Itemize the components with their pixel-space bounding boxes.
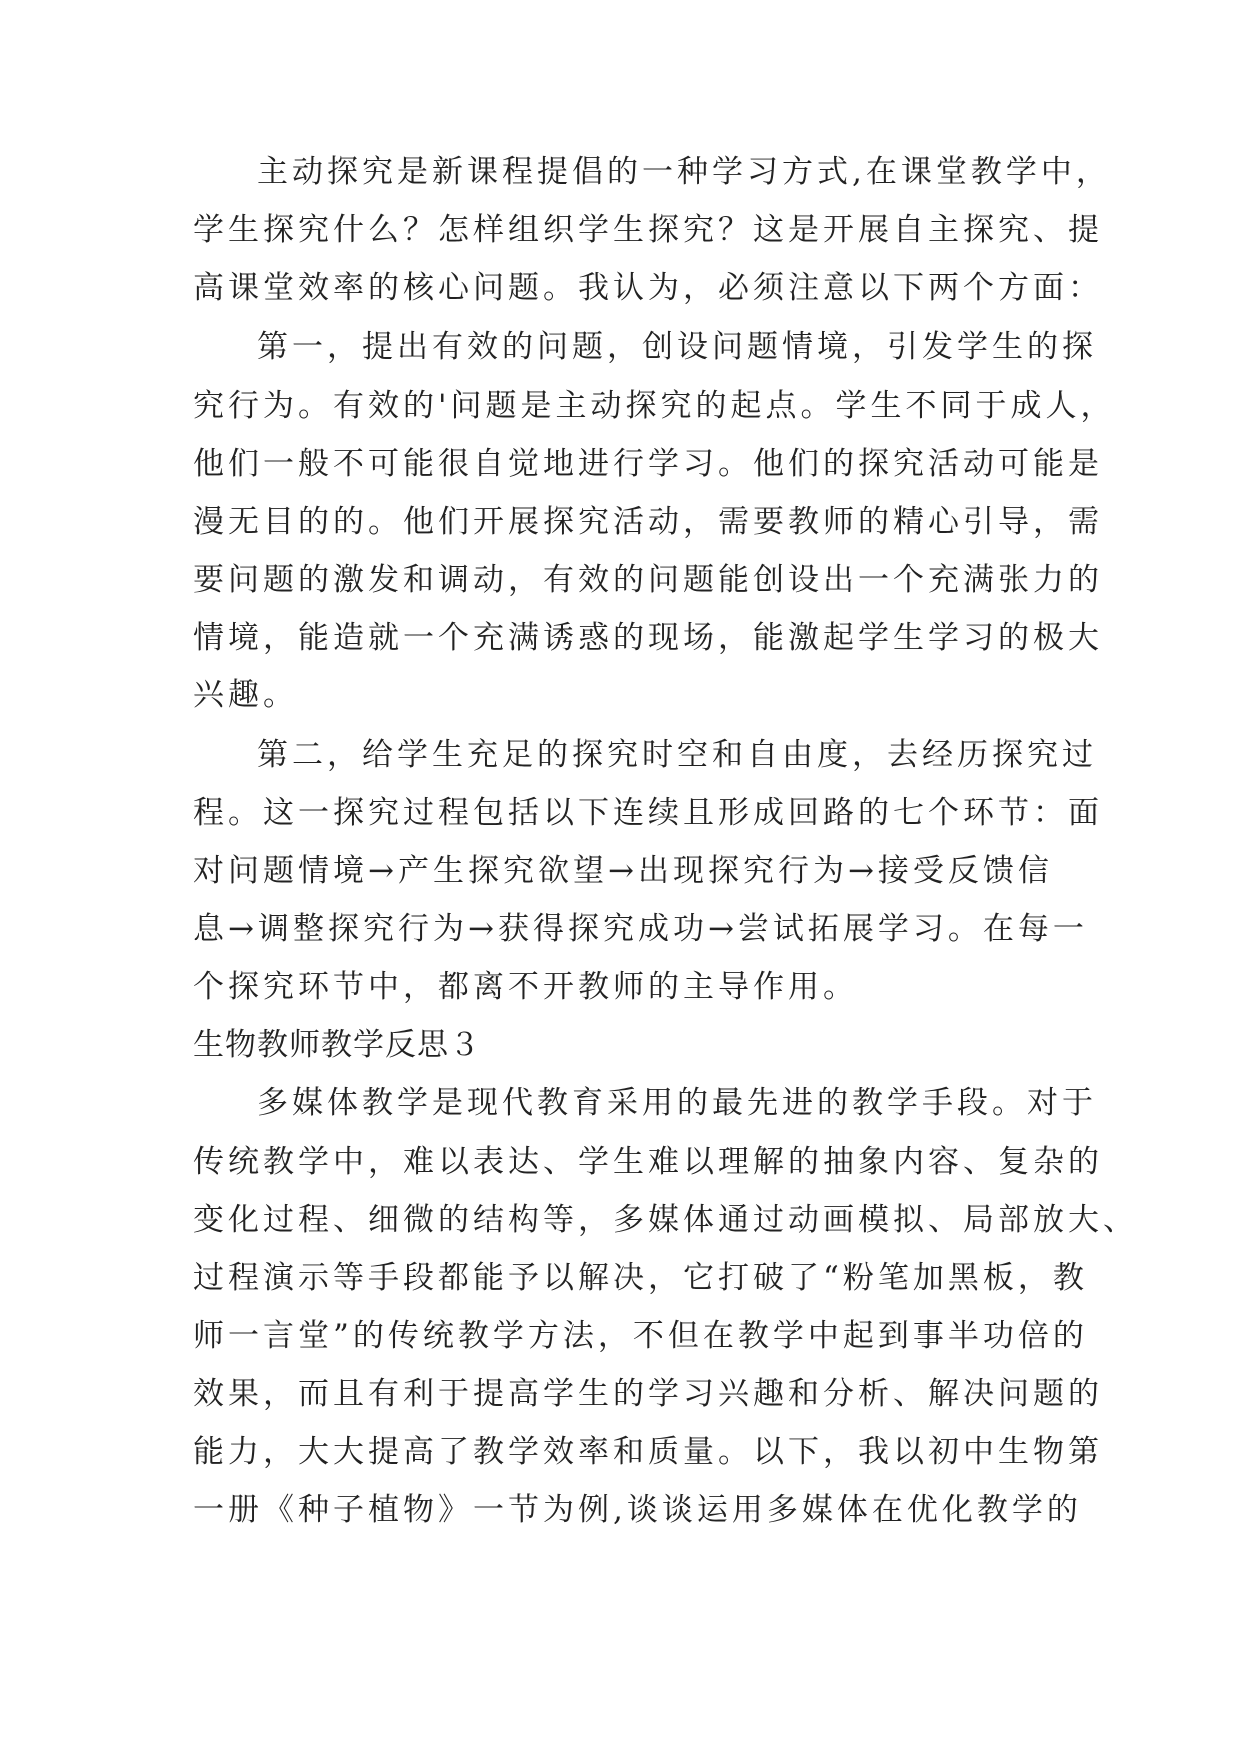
paragraph-2-line-3: 他们一般不可能很自觉地进行学习。他们的探究活动可能是 <box>193 446 1103 482</box>
paragraph-4-line-4: 过程演示等手段都能予以解决，它打破了“粉笔加黑板，教 <box>193 1260 1088 1296</box>
paragraph-2-line-6: 情境，能造就一个充满诱惑的现场，能激起学生学习的极大 <box>193 620 1103 656</box>
paragraph-4-line-5: 师一言堂”的传统教学方法，不但在教学中起到事半功倍的 <box>193 1318 1088 1354</box>
paragraph-4-line-2: 传统教学中，难以表达、学生难以理解的抽象内容、复杂的 <box>193 1144 1103 1180</box>
paragraph-3-line-3: 对问题情境→产生探究欲望→出现探究行为→接受反馈信 <box>193 853 1053 889</box>
paragraph-1-line-1: 主动探究是新课程提倡的一种学习方式,在课堂教学中， <box>257 154 1111 190</box>
paragraph-2-line-4: 漫无目的的。他们开展探究活动，需要教师的精心引导，需 <box>193 504 1103 540</box>
paragraph-3-line-5: 个探究环节中，都离不开教师的主导作用。 <box>193 969 858 1005</box>
paragraph-3-line-2: 程。这一探究过程包括以下连续且形成回路的七个环节：面 <box>193 795 1103 831</box>
paragraph-2-line-7: 兴趣。 <box>193 677 298 713</box>
paragraph-2-line-5: 要问题的激发和调动，有效的问题能创设出一个充满张力的 <box>193 562 1103 598</box>
paragraph-4-line-7: 能力，大大提高了教学效率和质量。以下，我以初中生物第 <box>193 1434 1103 1470</box>
paragraph-4-line-1: 多媒体教学是现代教育采用的最先进的教学手段。对于 <box>257 1085 1097 1121</box>
paragraph-4-line-8: 一册《种子植物》一节为例,谈谈运用多媒体在优化教学的 <box>193 1492 1082 1528</box>
paragraph-1-line-3: 高课堂效率的核心问题。我认为，必须注意以下两个方面： <box>193 270 1103 306</box>
paragraph-2-line-2: 究行为。有效的'问题是主动探究的起点。学生不同于成人， <box>193 388 1116 424</box>
paragraph-4-line-6: 效果，而且有利于提高学生的学习兴趣和分析、解决问题的 <box>193 1376 1103 1412</box>
paragraph-4-line-3: 变化过程、细微的结构等，多媒体通过动画模拟、局部放大、 <box>193 1202 1138 1238</box>
section-heading: 生物教师教学反思３ <box>193 1027 481 1063</box>
paragraph-1-line-2: 学生探究什么？怎样组织学生探究？这是开展自主探究、提 <box>193 212 1103 248</box>
paragraph-2-line-1: 第一，提出有效的问题，创设问题情境，引发学生的探 <box>257 329 1097 365</box>
paragraph-3-line-4: 息→调整探究行为→获得探究成功→尝试拓展学习。在每一 <box>193 911 1088 947</box>
paragraph-3-line-1: 第二，给学生充足的探究时空和自由度，去经历探究过 <box>257 737 1097 773</box>
